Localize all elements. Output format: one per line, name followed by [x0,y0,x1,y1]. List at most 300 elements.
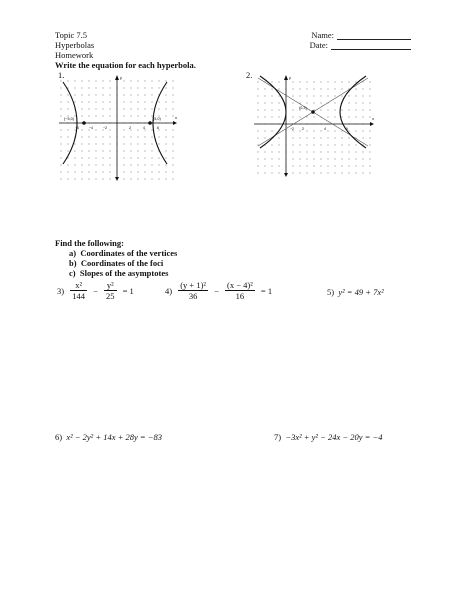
grid-dot [61,179,62,180]
grid-dot [110,151,111,152]
grid-dot [82,88,83,89]
grid-dot [342,96,343,97]
grid-dot [272,89,273,90]
grid-dot [103,109,104,110]
grid-dot [356,173,357,174]
grid-dot [279,89,280,90]
grid-dot [145,144,146,145]
grid-dot [258,159,259,160]
grid-dot [314,131,315,132]
grid-dot [110,165,111,166]
grid-dot [342,159,343,160]
grid-dot [370,131,371,132]
grid-dot [110,102,111,103]
grid-dot [314,117,315,118]
grid-dot [293,138,294,139]
grid-dot [103,172,104,173]
grid-dot [272,103,273,104]
grid-dot [342,110,343,111]
grid-dot [145,158,146,159]
grid-dot [96,102,97,103]
grid-dot [152,172,153,173]
grid-dot [152,165,153,166]
subject-label: Hyperbolas [55,40,95,50]
find-section [55,238,177,278]
grid-dot [131,144,132,145]
grid-dot [131,137,132,138]
grid-dot [173,81,174,82]
graph1-x-arrow [173,121,177,125]
grid-dot [159,81,160,82]
problem-6-number: 6) [55,432,63,442]
grid-dot [314,173,315,174]
grid-dot [166,137,167,138]
grid-dot [258,166,259,167]
grid-dot [166,179,167,180]
grid-dot [82,116,83,117]
graph1-tick: 2 [129,126,131,130]
grid-dot [61,158,62,159]
graph2-left-branch [260,76,286,148]
grid-dot [173,179,174,180]
grid-dot [131,151,132,152]
grid-dot [258,152,259,153]
grid-dot [314,103,315,104]
grid-dot [370,110,371,111]
grid-dot [110,95,111,96]
graph1-x-label: x [175,115,177,120]
grid-dot [265,103,266,104]
header-block [55,30,196,70]
grid-dot [124,144,125,145]
graph2-x-label: x [372,116,374,121]
grid-dot [307,145,308,146]
grid-dot [166,165,167,166]
problem-7-equation: −3x² + y² − 24x − 20y = −4 [285,432,383,442]
graph1-tick: −6 [75,126,79,130]
grid-dot [356,131,357,132]
grid-dot [138,130,139,131]
grid-dot [363,110,364,111]
grid-dot [173,172,174,173]
grid-dot [321,89,322,90]
grid-dot [138,137,139,138]
grid-dot [82,165,83,166]
grid-dot [61,130,62,131]
grid-dot [110,109,111,110]
grid-dot [166,81,167,82]
grid-dot [145,179,146,180]
grid-dot [96,116,97,117]
grid-dot [75,88,76,89]
grid-dot [293,159,294,160]
grid-dot [103,137,104,138]
grid-dot [103,116,104,117]
grid-dot [370,166,371,167]
find-item-vertices: a) Coordinates of the vertices [69,248,178,258]
graph1-number: 1. [58,70,65,80]
grid-dot [131,172,132,173]
grid-dot [138,158,139,159]
graph1-tick: 4 [143,126,145,130]
grid-dot [307,173,308,174]
grid-dot [300,145,301,146]
grid-dot [173,137,174,138]
grid-dot [103,151,104,152]
grid-dot [314,82,315,83]
grid-dot [89,172,90,173]
graph2-x-arrow [370,122,374,126]
problem-4 [163,280,274,301]
grid-dot [335,166,336,167]
grid-dot [145,137,146,138]
grid-dot [138,102,139,103]
problem-3-minus: − [93,285,98,296]
grid-dot [265,166,266,167]
grid-dot [145,81,146,82]
grid-dot [173,158,174,159]
grid-dot [258,138,259,139]
grid-dot [328,117,329,118]
grid-dot [159,88,160,89]
grid-dot [363,152,364,153]
grid-dot [363,96,364,97]
grid-dot [307,103,308,104]
grid-dot [272,117,273,118]
grid-dot [265,89,266,90]
problem-5-number: 5) [327,287,335,297]
grid-dot [152,109,153,110]
grid-dot [138,88,139,89]
grid-dot [363,89,364,90]
grid-dot [370,103,371,104]
grid-dot [166,158,167,159]
grid-dot [145,172,146,173]
grid-dot [173,130,174,131]
grid-dot [335,117,336,118]
grid-dot [307,152,308,153]
grid-dot [173,88,174,89]
graph1-y-arrow-top [115,75,119,80]
grid-dot [370,173,371,174]
grid-dot [300,173,301,174]
date-blank[interactable] [331,41,411,50]
graph2-y-arrow-bottom [284,173,288,177]
grid-dot [131,116,132,117]
grid-dot [103,81,104,82]
grid-dot [131,179,132,180]
grid-dot [293,166,294,167]
grid-dot [349,103,350,104]
grid-dot [166,102,167,103]
grid-dot [68,151,69,152]
grid-dot [96,165,97,166]
grid-dot [89,88,90,89]
grid-dot [300,138,301,139]
grid-dot [335,145,336,146]
grid-dot [152,102,153,103]
grid-dot [89,95,90,96]
grid-dot [307,96,308,97]
grid-dot [75,158,76,159]
grid-dot [110,179,111,180]
grid-dot [124,130,125,131]
grid-dot [131,158,132,159]
grid-dot [103,102,104,103]
grid-dot [145,95,146,96]
problem-3-rhs: = 1 [122,285,134,296]
grid-dot [68,109,69,110]
graph1-left-point [82,121,86,125]
grid-dot [300,159,301,160]
grid-dot [258,110,259,111]
grid-dot [279,110,280,111]
grid-dot [152,88,153,89]
grid-dot [328,166,329,167]
grid-dot [124,88,125,89]
grid-dot [356,110,357,111]
grid-dot [68,172,69,173]
grid-dot [124,165,125,166]
grid-dot [293,145,294,146]
grid-dot [103,95,104,96]
grid-dot [349,96,350,97]
grid-dot [138,81,139,82]
grid-dot [124,81,125,82]
graph2-hyperbola [250,74,378,178]
grid-dot [173,144,174,145]
grid-dot [349,138,350,139]
grid-dot [61,95,62,96]
grid-dot [82,151,83,152]
graph2-grid [258,82,371,174]
grid-dot [349,145,350,146]
grid-dot [363,82,364,83]
grid-dot [363,159,364,160]
grid-dot [328,131,329,132]
grid-dot [138,116,139,117]
grid-dot [335,89,336,90]
grid-dot [300,103,301,104]
grid-dot [370,138,371,139]
grid-dot [265,96,266,97]
grid-dot [314,152,315,153]
grid-dot [328,145,329,146]
grid-dot [61,102,62,103]
grid-dot [61,88,62,89]
grid-dot [159,179,160,180]
graph1-tick: −2 [103,126,107,130]
grid-dot [272,145,273,146]
grid-dot [96,137,97,138]
grid-dot [110,137,111,138]
grid-dot [166,88,167,89]
problem-4-number: 4) [165,285,173,296]
grid-dot [159,137,160,138]
grid-dot [265,138,266,139]
graph1-right-point-label: (5,0) [153,117,161,121]
grid-dot [131,81,132,82]
grid-dot [110,81,111,82]
grid-dot [314,159,315,160]
grid-dot [110,158,111,159]
grid-dot [82,179,83,180]
grid-dot [61,151,62,152]
problem-5-equation: y² = 49 + 7x² [338,287,384,297]
grid-dot [300,152,301,153]
grid-dot [82,130,83,131]
grid-dot [349,152,350,153]
grid-dot [96,172,97,173]
grid-dot [314,96,315,97]
name-label: Name: [311,30,334,40]
graph2-tick: 4 [324,127,326,131]
grid-dot [307,138,308,139]
grid-dot [356,103,357,104]
grid-dot [124,179,125,180]
grid-dot [82,137,83,138]
grid-dot [173,109,174,110]
grid-dot [166,144,167,145]
grid-dot [68,95,69,96]
grid-dot [124,172,125,173]
grid-dot [166,151,167,152]
grid-dot [335,173,336,174]
grid-dot [159,144,160,145]
grid-dot [321,145,322,146]
grid-dot [131,95,132,96]
graph2-right-branch [340,76,366,148]
grid-dot [159,158,160,159]
grid-dot [321,159,322,160]
problem-5 [327,287,384,297]
grid-dot [96,144,97,145]
grid-dot [96,81,97,82]
grid-dot [75,102,76,103]
grid-dot [349,159,350,160]
grid-dot [279,138,280,139]
grid-dot [75,116,76,117]
topic-label: Topic 7.5 [55,30,87,40]
grid-dot [82,102,83,103]
grid-dot [89,137,90,138]
grid-dot [349,110,350,111]
grid-dot [349,166,350,167]
grid-dot [159,102,160,103]
grid-dot [110,144,111,145]
grid-dot [349,131,350,132]
grid-dot [96,158,97,159]
grid-dot [131,109,132,110]
graph1-right-point [148,121,152,125]
grid-dot [138,95,139,96]
grid-dot [328,138,329,139]
grid-dot [349,82,350,83]
grid-dot [370,96,371,97]
grid-dot [152,81,153,82]
grid-dot [279,103,280,104]
grid-dot [272,152,273,153]
grid-dot [152,151,153,152]
grid-dot [349,117,350,118]
grid-dot [328,152,329,153]
grid-dot [370,145,371,146]
grid-dot [68,137,69,138]
grid-dot [89,81,90,82]
grid-dot [321,166,322,167]
grid-dot [89,144,90,145]
grid-dot [342,173,343,174]
grid-dot [279,173,280,174]
problem-4-minus: − [214,285,219,296]
grid-dot [166,130,167,131]
grid-dot [307,131,308,132]
grid-dot [321,138,322,139]
grid-dot [258,145,259,146]
graph2-number: 2. [246,70,253,80]
grid-dot [75,179,76,180]
assignment-type: Homework [55,50,94,60]
grid-dot [89,165,90,166]
grid-dot [89,179,90,180]
problem-7 [274,432,382,442]
grid-dot [300,131,301,132]
grid-dot [279,96,280,97]
grid-dot [293,152,294,153]
grid-dot [293,173,294,174]
problem-3-fraction-2: $\frac{\text{y²}}{25}$ [106,280,115,301]
grid-dot [314,145,315,146]
grid-dot [279,159,280,160]
grid-dot [321,103,322,104]
graph1-y-label: y [120,75,122,80]
grid-dot [152,137,153,138]
problem-3-number: 3) [57,285,65,296]
grid-dot [370,117,371,118]
grid-dot [159,172,160,173]
grid-dot [96,95,97,96]
grid-dot [124,158,125,159]
graph1-hyperbola [55,74,180,182]
grid-dot [103,88,104,89]
graph1-tick: −4 [89,126,93,130]
grid-dot [349,173,350,174]
problem-4-fraction-1: $\frac{\text{(y + 1)²}}{36}$ [180,280,206,301]
grid-dot [370,159,371,160]
grid-dot [82,172,83,173]
grid-dot [61,172,62,173]
graph2-center-label: (0,3) [299,106,307,110]
grid-dot [342,145,343,146]
grid-dot [335,96,336,97]
grid-dot [138,165,139,166]
grid-dot [342,82,343,83]
grid-dot [328,82,329,83]
grid-dot [342,89,343,90]
grid-dot [265,117,266,118]
graph2-tick: 6 [346,127,348,131]
grid-dot [173,95,174,96]
name-blank[interactable] [337,31,411,40]
grid-dot [152,179,153,180]
grid-dot [370,82,371,83]
grid-dot [356,82,357,83]
grid-dot [75,172,76,173]
grid-dot [103,179,104,180]
grid-dot [96,130,97,131]
grid-dot [110,172,111,173]
grid-dot [321,152,322,153]
